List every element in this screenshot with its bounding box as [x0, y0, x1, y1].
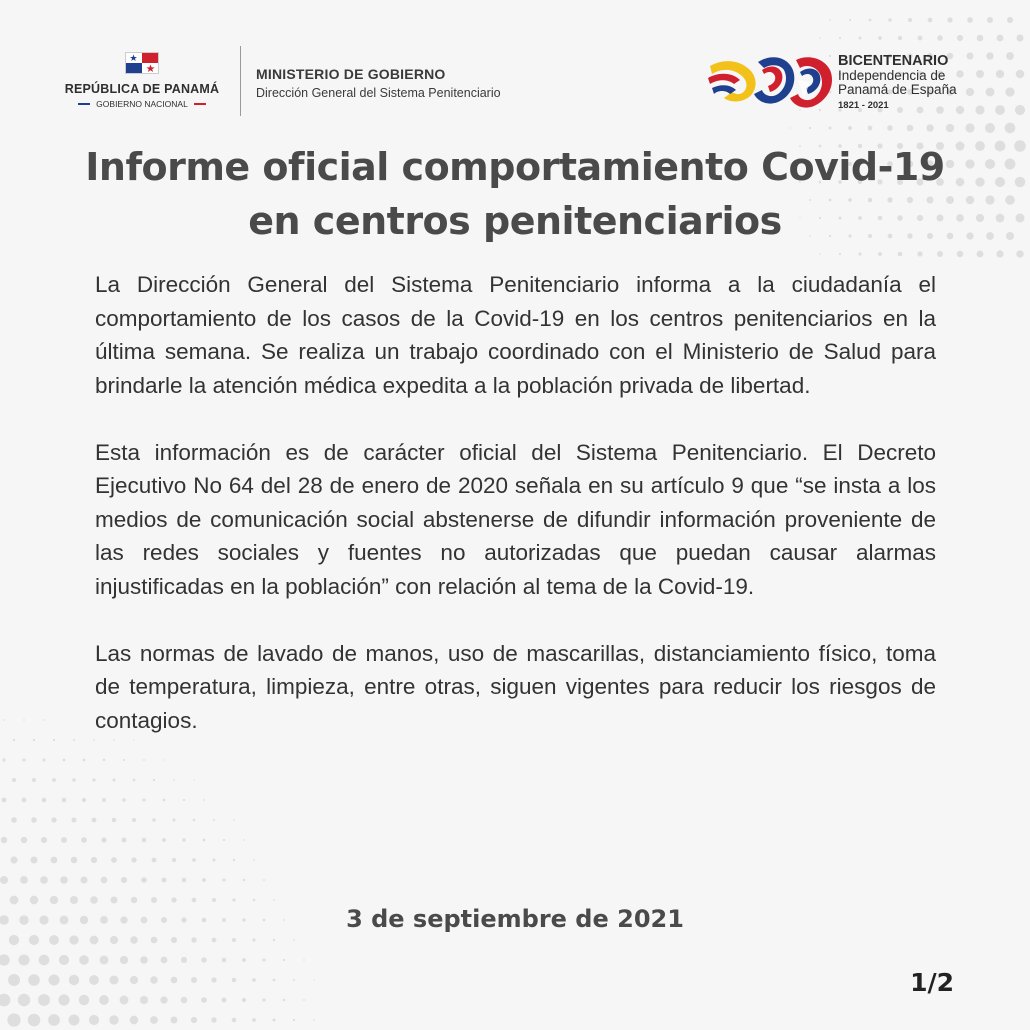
bicentenario-ribbon-icon: [706, 52, 834, 114]
government-subtitle-row: [56, 99, 228, 109]
title-line-2: en centros penitenciarios: [248, 199, 782, 243]
body-text: [95, 268, 936, 771]
bicentenario-logo: [706, 50, 986, 125]
bicentenario-line-2: Panamá de España: [838, 82, 957, 98]
government-title: REPÚBLICA DE PANAMÁ: [64, 82, 220, 96]
government-subtitle: GOBIERNO NACIONAL: [96, 99, 188, 109]
bicentenario-years: 1821 - 2021: [838, 99, 889, 111]
bicentenario-line-1: Independencia de: [838, 68, 946, 84]
red-rule: [194, 103, 206, 105]
bicentenario-title: BICENTENARIO: [838, 53, 949, 69]
ministry-title: MINISTERIO DE GOBIERNO: [256, 66, 446, 82]
header-divider: [240, 46, 241, 116]
blue-rule: [78, 103, 90, 105]
ministry-block: [256, 66, 501, 100]
paragraph: Esta información es de carácter oficial del Sistema Penitenciario. El Decreto Ejecutivo No 64 del 28 de enero de 2020 señala en su artículo 9 que “se insta a los medios de comunicación social abstenerse de difundir información proveniente de las redes sociales y fuentes no autorizadas que puedan causar alarmas injustificadas en la población” con relación al tema de la Covid-19.: [95, 439, 936, 599]
bicentenario-text: [838, 54, 957, 111]
paragraph: Las normas de lavado de manos, uso de mascarillas, distanciamiento físico, toma de temperatura, limpieza, entre otras, siguen vigentes para reducir los riesgos de contagios.: [95, 640, 936, 733]
paragraph: La Dirección General del Sistema Penitenciario informa a la ciudadanía el comportamiento de los casos de la Covid-19 en los centros penitenciarios en la última semana. Se realiza un trabajo coordinado con el Ministerio de Salud para brindarle la atención médica expedita a la población privada de libertad.: [95, 272, 936, 398]
government-logo: [56, 52, 228, 109]
ministry-subtitle: Dirección General del Sistema Penitenciario: [256, 86, 501, 100]
page-title: [60, 140, 970, 248]
header: [0, 0, 1030, 140]
title-line-1: Informe oficial comportamiento Covid-19: [85, 145, 945, 189]
panama-flag-icon: [125, 52, 159, 74]
date-label: 3 de septiembre de 2021: [346, 905, 684, 933]
page-indicator: 1/2: [910, 968, 954, 997]
